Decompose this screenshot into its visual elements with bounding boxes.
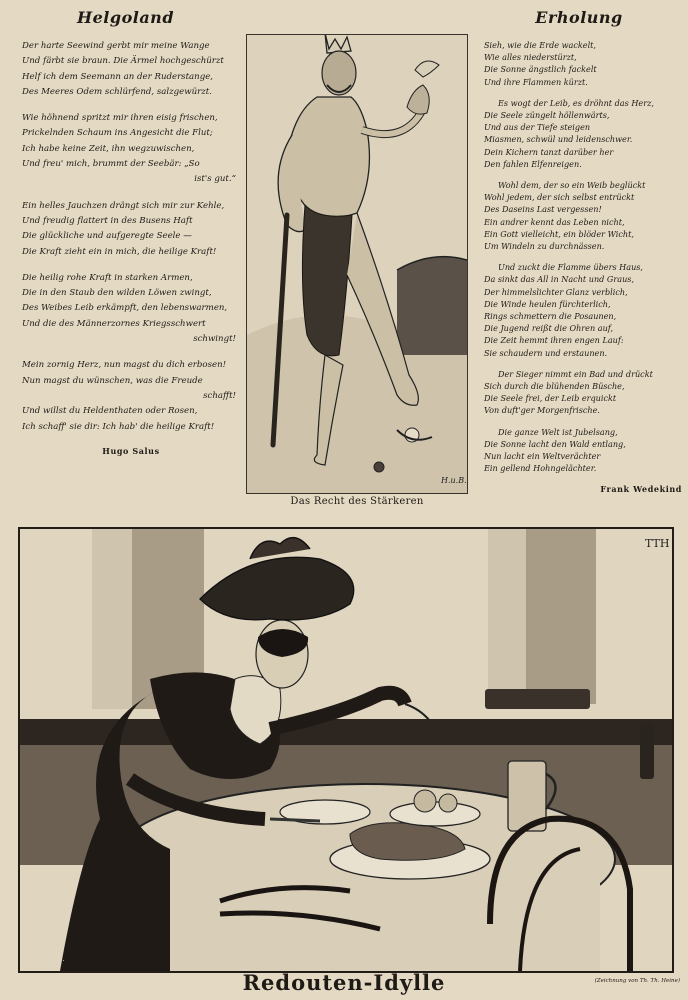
poem-line: Der Sieger nimmt ein Bad und drückt [498, 368, 653, 379]
poem-line: Um Windeln zu durchnässen. [484, 241, 605, 252]
poem-line: Die Zeit hemmt ihren engen Lauf: [484, 335, 624, 346]
poem-line: Und die des Männerzornes Kriegsschwert [22, 318, 206, 329]
poem-line: Die heilig rohe Kraft in starken Armen, [22, 272, 193, 283]
poem-author: Hugo Salus [102, 445, 160, 456]
illustration-signature: H.u.B. [441, 476, 467, 485]
poem-line: Und färbt sie braun. Die Ärmel hochgeschürzt [22, 56, 224, 67]
poem-line: Wie alles niederstürzt, [484, 52, 577, 63]
poem-line: Die Seele frei, der Leib erquickt [484, 393, 617, 404]
poem-line: Mein zornig Herz, nun magst du dich erbosen! [22, 360, 227, 371]
poem-line: schwingt! [193, 334, 236, 345]
poem-line: Helf ich dem Seemann an der Ruderstange, [22, 71, 214, 82]
poem-line: Des Weibes Leib erkämpft, den lebenswarmen, [22, 303, 228, 314]
artist-monogram: TTH [645, 537, 670, 550]
poem-line: Die Jugend reißt die Ohren auf, [484, 323, 614, 334]
poem-line: Der harte Seewind gerbt mir meine Wange [22, 41, 210, 51]
poem-line: Miasmen, schwül und leidenschwer. [484, 134, 633, 145]
poem-erholung [484, 8, 682, 494]
poem-helgoland [22, 8, 240, 456]
stanza [484, 426, 674, 475]
poem-line: Ein andrer kennt das Leben nicht, [484, 216, 625, 227]
poem-line: Prickelnden Schaum ins Angesicht die Flut; [22, 128, 213, 139]
poem-line: Nun lacht ein Weltverächter [484, 451, 601, 462]
poem-line: Die Seele züngelt höllenwärts, [484, 110, 610, 121]
poem-line: Des Daseins Last vergessen! [484, 204, 602, 215]
poem-line: Die Winde heulen fürchterlich, [484, 298, 611, 309]
poem-line: Wohl dem, der so ein Weib beglückt [498, 180, 646, 191]
poem-line: Die Kraft zieht ein in mich, die heilige Kraft! [22, 246, 217, 257]
poem-line: Es wogt der Leib, es dröhnt das Herz, [498, 97, 654, 108]
poem-line: Die glückliche und aufgeregte Seele — [22, 231, 192, 242]
poem-line: Der himmelslichter Glanz verblich, [484, 286, 628, 297]
poem-line: Dein Kichern tanzt darüber her [484, 146, 614, 157]
poem-line: Wie höhnend spritzt mir ihren eisig frischen, [22, 113, 218, 124]
poem-line: Die Sonne lacht den Wald entlang, [484, 438, 626, 449]
poem-author: Frank Wedekind [600, 483, 682, 494]
stanza [484, 97, 674, 170]
poem-line: Ein helles Jauchzen drängt sich mir zur Kehle, [22, 200, 225, 211]
drawing-credit: (Zeichnung von Th. Th. Heine) [594, 978, 680, 984]
poem-line: Die Sonne ängstlich fackelt [484, 64, 597, 75]
poem-line: schafft! [203, 390, 236, 401]
poem-line: Den fahlen Elfenreigen. [484, 158, 582, 169]
illustration-redouten-idylle [18, 527, 674, 973]
poem-line: Des Meeres Odem schlürfend, salzgewürzt. [22, 86, 212, 97]
illustration-recht-des-staerkeren [246, 34, 468, 494]
poem-line: Wohl jedem, der sich selbst entrückt [484, 192, 635, 203]
poem-line: Und freudig flattert in des Busens Haft [22, 215, 193, 226]
poem-line: Und ihre Flammen kürzt. [484, 76, 588, 87]
poem-line: Rings schmettern die Posaunen, [484, 311, 617, 322]
poem-title: Helgoland [77, 8, 174, 27]
stanza [484, 368, 674, 417]
poem-line: Nun magst du wünschen, was die Freude [22, 375, 203, 386]
poem-line: Und aus der Tiefe steigen [484, 122, 591, 133]
poem-line: Und willst du Heldenthaten oder Rosen, [22, 406, 198, 417]
poem-line: Sieh, wie die Erde wackelt, [484, 40, 597, 50]
stanza [22, 271, 240, 347]
poem-title: Erholung [535, 8, 623, 27]
illustration-title: Redouten-Idylle [242, 970, 446, 995]
stanza [22, 358, 240, 434]
poem-line: Die ganze Welt ist Jubelsang, [498, 426, 618, 437]
poem-line: Da sinkt das All in Nacht und Graus, [484, 274, 635, 285]
illustration-caption: Das Recht des Stärkeren [290, 496, 424, 507]
poem-line: Ich habe keine Zeit, ihn wegzuwischen, [22, 143, 195, 154]
stanza [22, 199, 240, 260]
poem-line: Ein Gott vielleicht, ein blöder Wicht, [484, 228, 634, 239]
poem-line: Von duft'ger Morgenfrische. [484, 405, 600, 416]
stanza [484, 261, 674, 359]
poem-line: Sich durch die blühenden Büsche, [484, 381, 625, 392]
stanza [484, 39, 674, 88]
poem-line: Und zuckt die Flamme übers Haus, [498, 262, 644, 273]
stanza [484, 179, 674, 252]
poem-line: Ein gellend Hohngelächter. [484, 463, 597, 474]
stanza [22, 111, 240, 187]
stanza [22, 39, 240, 100]
illustration-signature: H.u.B. [42, 955, 65, 963]
poem-line: Sie schaudern und erstaunen. [484, 347, 608, 358]
poem-line: Ich schaff' sie dir: Ich hab' die heilige Kraft! [22, 421, 215, 432]
poem-line: Und freu' mich, brummt der Seebär: „So [22, 159, 200, 170]
poem-line: Die in den Staub den wilden Löwen zwingt, [22, 288, 212, 299]
poem-line: ist's gut.“ [194, 174, 236, 185]
